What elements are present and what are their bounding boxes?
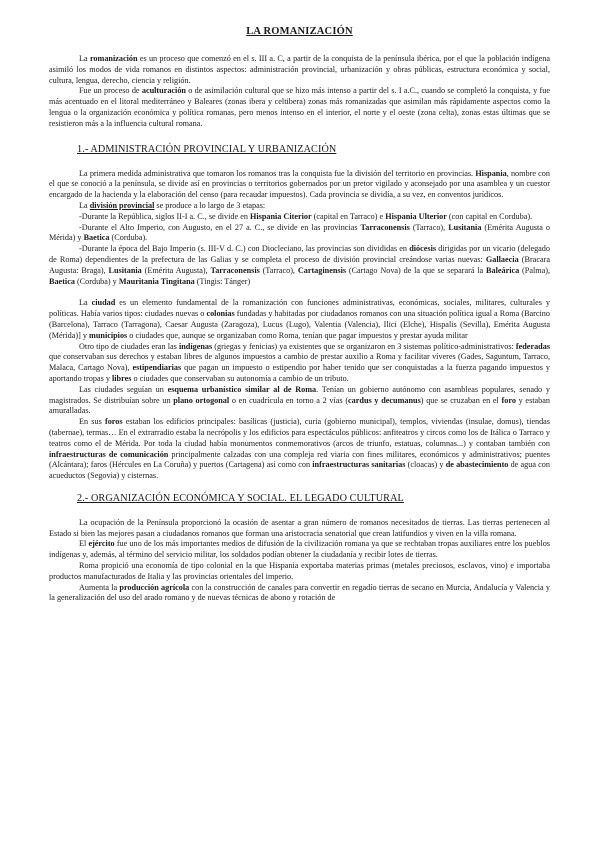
bold-term: plano ortogonal [173, 395, 230, 405]
bold-term: foros [104, 417, 123, 427]
text-run: (Emérita Augusta), [141, 265, 211, 275]
text-run: dirigidas por un vicario (delegado de Roma) dependientes de la prefectura de las Galias y se completa el proceso de división provincial creándose varias nuevas: [49, 244, 550, 264]
text-run: se produce a lo largo de 3 etapas: [154, 200, 266, 210]
section-2-heading: 2.- ORGANIZACIÓN ECONÓMICA Y SOCIAL. EL LEGADO CULTURAL [77, 492, 404, 504]
bold-term: ciudad [91, 298, 116, 308]
text-run: Las ciudades seguían un [79, 384, 168, 394]
text-run: principalmente calzadas con una compleja red viaria con fines militares, económicos y administrativos; puentes (Alcántara); faros (Hércules en La Coruña) y puertos (Cartagena) así como con [49, 449, 550, 470]
bold-term: Hispania Ulterior [385, 211, 447, 221]
text-run: o en cuadrícula en torno a 2 vías ( [229, 395, 349, 405]
text-run: La [79, 54, 90, 63]
text-run: La primera medida administrativa que tomaron los romanos tras la conquista fue la división del territorio en provincias. [79, 168, 476, 178]
body-paragraph [49, 583, 550, 605]
bold-term: ejército [88, 539, 115, 549]
bold-underlined-term: división provincial [89, 200, 155, 210]
text-run: que pagan un impuesto o estipendio por haber tenido que ser conquistadas a la fuerza pagando impuestos y aportando tropas y [49, 363, 550, 383]
intro-section [49, 54, 550, 130]
bold-term: Hispania Citerior [249, 211, 312, 221]
text-run: fue uno de los más importantes medios de difusión de la civilización romana ya que se rechtaban tropas auxiliares entre los pueblos indígenas y, además, al término del servicio militar, los soldados podían obtener la ciudadanía y recibir lotes de tierras. [49, 539, 550, 560]
bold-term: Tarraconensis [210, 265, 260, 275]
text-run: (griegas y fenicias) ya existentes que se organizaron en 3 sistemas político-administrativos: [212, 341, 516, 351]
text-run: (Tarraco), [259, 265, 298, 275]
bold-term: estipendiarias [132, 363, 182, 373]
bold-term: Gallaecia [485, 254, 519, 264]
bold-term: de abastecimiento [445, 460, 509, 470]
bold-term: aculturación [141, 86, 186, 96]
text-run: Otro tipo de ciudades eran las [79, 341, 179, 351]
text-run: (capital en Tarraco) e [311, 211, 386, 221]
body-paragraph [49, 539, 550, 561]
text-run: estaban los edificios principales: basílicas (justicia), curia (gobierno municipal), templos, viviendas (insulae, domus), tiendas (tabernae), termas… En el extrarradio estaba la necrópolis y los edificios para espectáculos públicos: anfiteatros y circos como los de Itálica o Tarraco y teatros como el de Mérida. Por toda la ciudad había monumentos conmemorativos (arcos de triunfo, estatuas, columnas...) y contaban también con [49, 417, 550, 448]
text-run: ) que se cruzaban en el [420, 395, 502, 405]
bold-term: colonias [206, 309, 235, 319]
text-run: En sus [79, 417, 105, 427]
text-run: La [79, 298, 92, 308]
text-run: (cloacas) y [405, 460, 446, 470]
text-run: (Tarraco), [409, 222, 449, 232]
bold-term: Baetica [49, 276, 75, 286]
bold-term: diócesis [409, 244, 437, 254]
text-run: es un elemento fundamental de la romanización con funciones administrativas, económicas, sociales, militares, culturales y políticas. Había varios tipos: ciudades nuevas o [49, 298, 550, 319]
text-run: o ciudades que, aunque se organizaban como Roma, tenían que pagar impuestos y prestar ayuda militar [127, 330, 468, 340]
bold-term: romanización [89, 54, 138, 63]
text-run: o ciudades que conservaban su autonomía a cambio de un tributo. [131, 373, 349, 383]
body-paragraph [49, 385, 550, 417]
text-run: fundadas y habitadas por ciudadanos romanos con una situación política igual a Roma (Barcino (Barcelona), Tarraco (Tarragona), Caesar Augusta (Zaragoza), Lucus (Lugo), Valentia (Valencia), Ilici (Elche), Hispalis (Sevilla), Emérita Augusta (Mérida)] y [49, 309, 550, 340]
bold-term: Mauritania Tingitana [118, 276, 195, 286]
body-paragraph [49, 561, 550, 583]
text-run: Fue un proceso de [79, 86, 142, 96]
intro-paragraph [49, 86, 550, 129]
body-paragraph [49, 169, 550, 201]
bold-term: infraestructuras sanitarias [312, 460, 406, 470]
text-run: -Durante el Alto Imperio, con Augusto, en el 27 a. C., se divide en las provincias [79, 222, 361, 232]
bold-term: Lusitania [108, 265, 142, 275]
text-run: (con capital en Corduba). [446, 211, 533, 221]
text-run: (Corduba) y [74, 276, 119, 286]
bold-term: libres [111, 373, 132, 383]
text-run: con la construcción de canales para convertir en regadío tierras de secano en Murcia, Andalucía y Valencia y la generalización del uso del arado romano y de nuevas técnicas de abono y rotación de [49, 582, 551, 603]
bold-term: Baleárica [486, 265, 520, 275]
bold-term: Cartaginensis [297, 265, 347, 275]
body-paragraph [49, 298, 550, 341]
paragraph-gap [49, 287, 550, 298]
bold-term: Tarraconensis [360, 222, 410, 232]
text-run: que conservaban sus derechos y estaban libres de algunos impuestos a cambio de prestar auxilio a Roma y facilitar víveres (Gades, Saguntum, Tarraco, Malaca, Cartago Nova), [49, 352, 550, 373]
text-run: Aumenta la [79, 582, 120, 592]
text-run: -Durante la República, siglos II-I a. C., se divide en [79, 211, 250, 221]
body-paragraph [49, 201, 550, 212]
text-run: (Tingis: Tánger) [194, 276, 251, 286]
text-run: (Emérita Augusta o Mérida) y [49, 222, 550, 243]
text-run: (Palma), [519, 265, 551, 275]
bold-term: foro [501, 395, 516, 405]
body-paragraph [49, 342, 550, 385]
body-paragraph [49, 244, 550, 287]
text-run: (Bracara Augusta: Braga), [49, 254, 550, 275]
bold-term: municipios [89, 330, 128, 340]
text-run: Roma propició una economía de tipo colonial en la que Hispania exportaba materias primas (metales preciosos, esclavos, vino) e importaba productos manufacturados de Italia y las provincias orientales del imperio. [49, 561, 550, 581]
bold-term: Lusitania [448, 222, 482, 232]
body-paragraph [49, 518, 550, 540]
body-paragraph [49, 212, 550, 223]
bold-term: producción agrícola [119, 582, 190, 592]
section-1-heading: 1.- ADMINISTRACIÓN PROVINCIAL Y URBANIZACIÓN [77, 143, 337, 155]
bold-term: cardus y decumanus [348, 395, 421, 405]
section-1-body [49, 169, 550, 482]
text-run: -Durante la época del Bajo Imperio (s. III-V d. C.) con Diocleciano, las provincias son divididas en [79, 244, 410, 254]
text-run: . Tenían un gobierno autónomo con asambleas populares, senado y magistrados. Se distribuían sobre un [49, 384, 550, 405]
section-2-body [49, 518, 550, 604]
text-run: , nombre con el que se conoció a la península, se divide así en provincias o territorios gobernados por un pretor vigilado y aconsejado por una asamblea y un cuestor encargado de la hacienda y la elaboración del censo (para recaudar impuestos). Cada provincia se dividía, a su vez, en conventos jurídicos. [49, 168, 550, 200]
text-run: de agua con acueductos (Segovia) y cisternas. [49, 460, 550, 481]
text-run: La ocupación de la Península proporcionó la ocasión de asentar a gran número de romanos necesitados de tierras. Las tierras pertenecen al Estado si bien las mejores pasan a ciudadanos romanos que forman una aristocracia senatorial que crean latifundios y viven en la villa romana. [49, 517, 550, 538]
text-run: (Cartago Nova) de la que se separará la [346, 265, 487, 275]
intro-paragraph [49, 54, 550, 86]
text-run: es un proceso que comenzó en el s. III a. C, a partir de la conquista de la península ibérica, por el que la población indígena asimiló los modos de vida romanos en distintos aspectos: administración provincial, urbanización y obras públicas, estructura económica y social, cultura, lengua, derecho, ciencia y religión. [49, 54, 551, 85]
text-run: y estaban amuralladas. [49, 395, 550, 416]
bold-term: Baetica [83, 233, 110, 243]
bold-term: Hispania [475, 168, 507, 178]
text-run: (Corduba). [109, 233, 148, 243]
bold-term: esquema urbanístico similar al de Roma [167, 384, 317, 394]
text-run: La [79, 200, 90, 210]
text-run: El [79, 539, 89, 549]
bold-term: federadas [515, 341, 550, 351]
page-title: LA ROMANIZACIÓN [246, 26, 353, 37]
bold-term: indígenas [178, 341, 213, 351]
bold-term: infraestructuras de comunicación [49, 449, 169, 459]
text-run: o de asimilación cultural que se hizo más intenso a partir del s. I a.C., cuando se completó la conquista, y fue más acentuado en el litoral mediterráneo y Baleares (zonas ibera y celtibera) zonas más romanizadas que asimilan más rápidamente aspectos como la lengua o la organización económica y política romanas, pero menos intenso en el interior, el norte y el oeste (zona celta), zonas estas últimas que se resistieron más a la influencia cultural romana. [49, 86, 550, 128]
body-paragraph [49, 223, 550, 245]
body-paragraph [49, 417, 550, 482]
